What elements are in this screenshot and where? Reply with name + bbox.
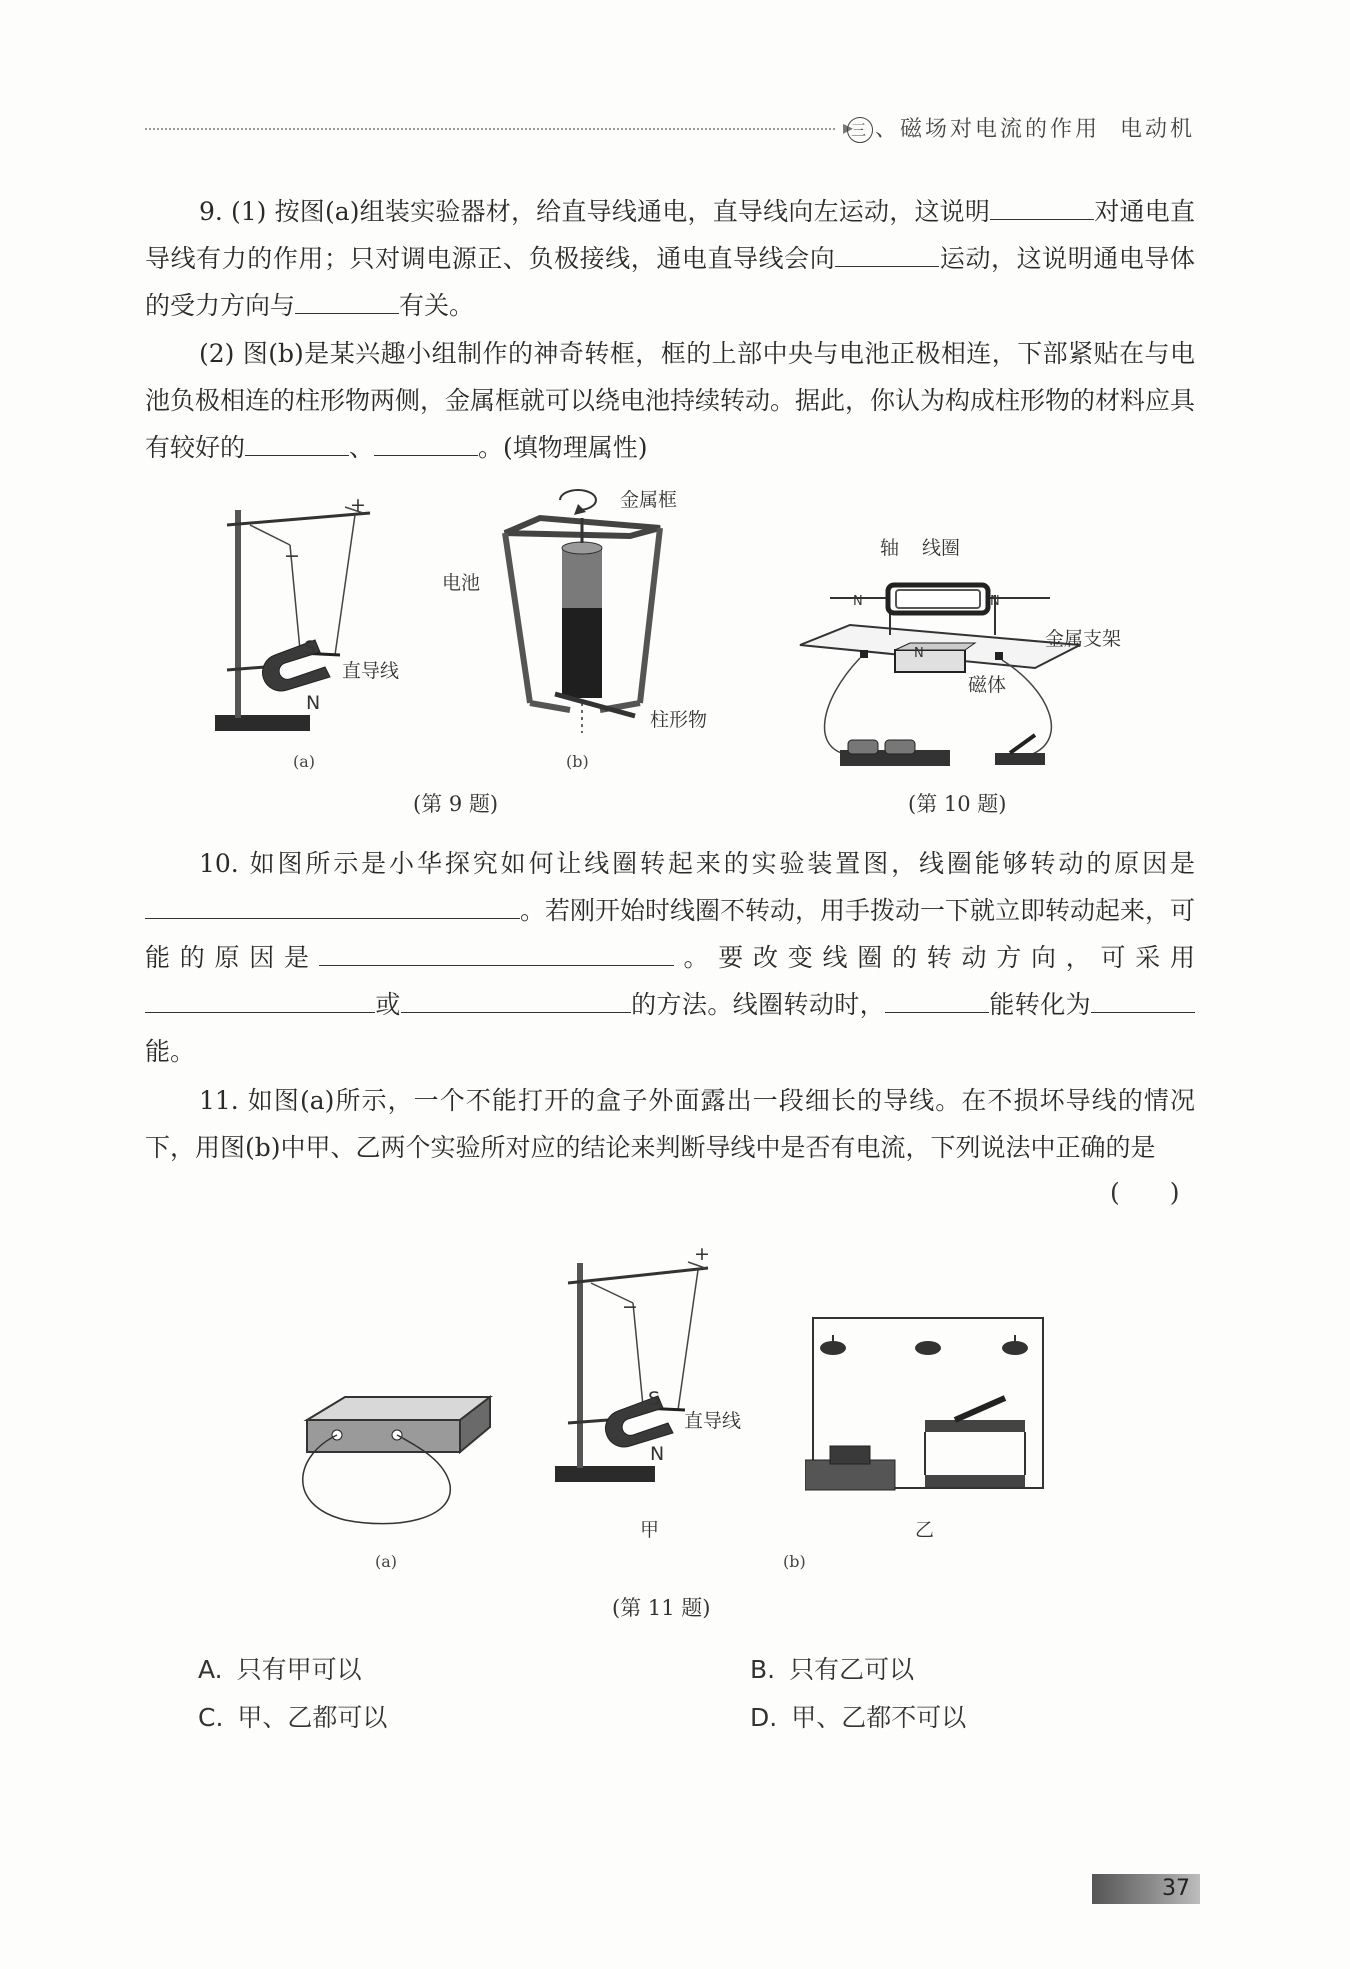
page-number: 37 [1162,1876,1190,1901]
answer-blank[interactable] [145,990,375,1013]
fig11-jia-label: 甲 [640,1519,660,1541]
q9-p2-sep: 、 [349,433,375,462]
answer-blank[interactable] [885,990,989,1013]
q10-text-f: 能转化为 [989,990,1091,1019]
fig9a-wire-label: 直导线 [342,660,400,682]
question-10 [145,840,1195,1075]
fig10-magnet-label: 磁体 [968,674,1007,696]
option-c-text: 甲、乙都可以 [237,1703,388,1732]
answer-blank[interactable] [295,291,399,314]
fig9b-caption: (b) [566,752,589,771]
q9-p1-text-a: 9. (1) 按图(a)组装实验器材，给直导线通电，直导线向左运动，这说明 [199,197,991,226]
q9-p1-text-c: 运动，这说明通电导体的受力方向与 [145,244,1195,320]
option-d-text: 甲、乙都不可以 [791,1703,967,1732]
q9-p1-text-d: 有关。 [399,291,475,320]
q9-p2-text-a: (2) 图(b)是某兴趣小组制作的神奇转框，框的上部中央与电池正极相连，下部紧贴在与电池负极相连的柱形物两侧，金属框就可以绕电池持续转动。据此，你认为构成柱形物的材料应具有较好的 [145,339,1196,462]
q10-text-d: 或 [375,990,401,1019]
option-a-key: A. [198,1655,223,1684]
option-a[interactable] [198,1650,362,1686]
fig9a-minus-label: − [284,545,300,567]
fig10-magnet-n: N [914,646,924,661]
option-c[interactable] [198,1698,387,1734]
q10-text-a: 10. 如图所示是小华探究如何让线圈转起来的实验装置图，线圈能够转动的原因是 [199,849,1195,878]
fig11a-caption: (a) [375,1552,398,1571]
question-9-part-2 [145,330,1195,471]
q10-text-g: 能。 [145,1037,196,1066]
q10-text-b: 。若刚开始时线圈不转动，用手拨动一下就立即转动起来，可能的原因是 [145,896,1196,972]
fig11-caption: (第 11 题) [612,1596,711,1620]
figure-9b-rotating-frame [500,488,670,738]
fig9b-frame-label: 金属框 [620,489,678,511]
fig11-minus-label: − [622,1296,638,1318]
header-dotted-rule [145,128,835,130]
fig11-yi-label: 乙 [915,1519,935,1541]
fig9a-s-pole: S [304,637,317,659]
option-b-key: B. [750,1655,776,1684]
fig10-axis-label: 轴 [880,537,900,559]
fig11-n-pole: N [650,1443,665,1465]
header-arrow-icon: ▸ [842,115,853,139]
option-d[interactable] [750,1698,966,1734]
option-b[interactable] [750,1650,914,1686]
answer-blank[interactable] [990,197,1094,220]
fig10-coil-label: 线圈 [922,537,961,559]
fig9a-n-pole: N [306,692,321,714]
figure-9a-apparatus [205,495,385,745]
figure-10-motor-apparatus [790,550,1080,775]
fig9-caption: (第 9 题) [413,792,499,816]
option-b-text: 只有乙可以 [789,1655,915,1684]
header-topic: 电动机 [1119,117,1195,142]
q11-text: 11. 如图(a)所示，一个不能打开的盒子外面露出一段细长的导线。在不损坏导线的情况下，用图(b)中甲、乙两个实验所对应的结论来判断导线中是否有电流，下列说法中正确的是 [145,1086,1195,1162]
question-9-part-1 [145,188,1195,329]
fig11-plus-label: + [694,1243,710,1265]
fig9b-column-label: 柱形物 [650,709,708,731]
fig10-n-left: N [853,594,863,609]
header-circled-number: 三 [847,117,873,143]
figure-11b-jia-apparatus [553,1248,733,1493]
q10-text-c: 。要改变线圈的转动方向，可采用 [673,943,1195,972]
option-a-text: 只有甲可以 [236,1655,362,1684]
option-c-key: C. [198,1703,224,1732]
fig10-n-right: N [990,594,1000,609]
option-d-key: D. [750,1703,778,1732]
fig10-caption: (第 10 题) [908,792,1007,816]
page-number-tab [1092,1874,1200,1904]
header-title [847,112,1195,143]
answer-blank[interactable] [835,244,939,267]
q9-p1-text-b: 对通电直导线有力的作用；只对调电源正、负极接线，通电直导线会向 [145,197,1195,273]
running-header [145,112,1195,152]
answer-blank[interactable] [401,990,631,1013]
fig11-s-pole: S [648,1388,661,1410]
q10-text-e: 的方法。线圈转动时， [630,990,886,1019]
header-section: 、磁场对电流的作用 [874,117,1100,142]
answer-blank[interactable] [374,433,478,456]
fig9a-caption: (a) [293,752,316,771]
answer-blank[interactable] [145,896,520,919]
answer-blank[interactable] [319,943,674,966]
fig11b-caption: (b) [783,1552,806,1571]
figure-11b-yi-circuit [805,1310,1045,1495]
fig9a-plus-label: + [350,494,366,516]
q9-p2-text-b: 。(填物理属性) [478,433,648,462]
fig11-wire-label: 直导线 [684,1410,742,1432]
answer-blank[interactable] [1091,990,1195,1013]
figure-11a-sealed-box [285,1385,505,1535]
fig10-bracket-label: 金属支架 [1045,628,1122,650]
fig9b-battery-label: 电池 [442,572,481,594]
q11-answer-paren[interactable]: ( ) [1110,1178,1180,1207]
answer-blank[interactable] [245,433,349,456]
question-11 [145,1077,1195,1171]
